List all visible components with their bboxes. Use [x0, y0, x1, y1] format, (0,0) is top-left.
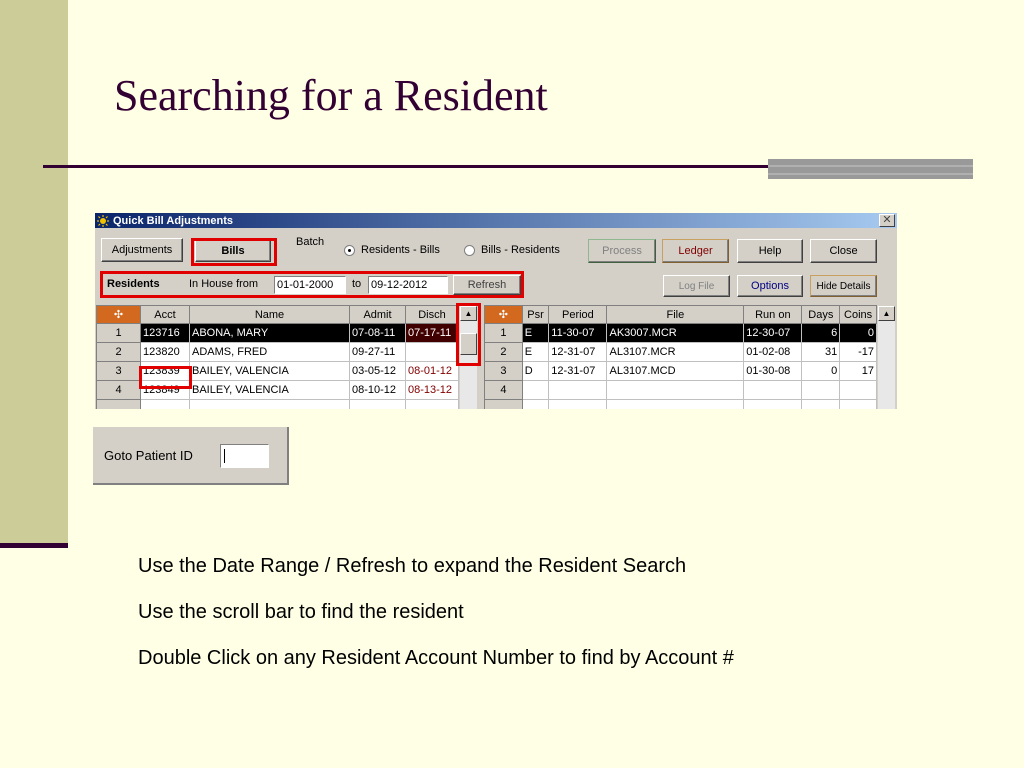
slide-left-accent-bar [0, 0, 68, 547]
disch-cell[interactable]: 07-17-11 [406, 324, 459, 343]
psr-cell[interactable]: E [522, 324, 549, 343]
col-header-acct[interactable]: Acct [141, 306, 190, 324]
row-number[interactable]: 4 [97, 381, 141, 400]
help-button[interactable]: Help [737, 239, 803, 263]
disch-cell[interactable] [406, 343, 459, 362]
period-cell[interactable]: 11-30-07 [549, 324, 607, 343]
table-row[interactable] [485, 324, 877, 343]
period-cell[interactable] [549, 381, 607, 400]
residents-scrollbar[interactable] [460, 306, 477, 409]
close-button[interactable]: Close [810, 239, 877, 263]
slide-bullets [138, 555, 734, 693]
to-date-field[interactable]: 09-12-2012 [368, 276, 448, 294]
acct-cell[interactable]: 123820 [141, 343, 190, 362]
run-on-cell[interactable] [744, 381, 802, 400]
file-cell[interactable]: AL3107.MCR [607, 343, 744, 362]
residents-grid [96, 305, 459, 409]
coins-cell[interactable] [840, 381, 877, 400]
scroll-up-arrow-icon[interactable]: ▲ [460, 306, 477, 321]
text-cursor-icon [224, 449, 225, 463]
psr-cell[interactable]: D [522, 362, 549, 381]
table-row[interactable] [97, 324, 459, 343]
log-file-button[interactable]: Log File [663, 275, 730, 297]
row-number[interactable]: 4 [485, 381, 523, 400]
ledger-button[interactable]: Ledger [662, 239, 729, 263]
bills-scrollbar[interactable] [878, 306, 895, 409]
days-cell[interactable]: 6 [802, 324, 840, 343]
name-cell[interactable]: ADAMS, FRED [190, 343, 350, 362]
col-header-period[interactable]: Period [549, 306, 607, 324]
col-header-run-on[interactable]: Run on [744, 306, 802, 324]
radio-residents-bills[interactable] [344, 244, 440, 256]
goto-patient-id-label: Goto Patient ID [104, 448, 193, 463]
residents-label: Residents [107, 278, 160, 290]
goto-patient-id-input[interactable] [220, 444, 269, 468]
admit-cell[interactable]: 09-27-11 [350, 343, 406, 362]
name-cell[interactable]: BAILEY, VALENCIA [190, 381, 350, 400]
name-cell[interactable]: ABONA, MARY [190, 324, 350, 343]
table-row[interactable] [97, 381, 459, 400]
psr-cell[interactable] [522, 381, 549, 400]
coins-cell[interactable]: 0 [840, 324, 877, 343]
days-cell[interactable]: 0 [802, 362, 840, 381]
batch-label: Batch [296, 236, 325, 248]
name-cell[interactable]: BAILEY, VALENCIA [190, 362, 350, 381]
from-date-field[interactable]: 01-01-2000 [274, 276, 346, 294]
coins-cell[interactable]: 17 [840, 362, 877, 381]
row-number[interactable]: 1 [97, 324, 141, 343]
bills-button[interactable]: Bills [195, 240, 271, 262]
table-row[interactable] [485, 343, 877, 362]
file-cell[interactable]: AK3007.MCR [607, 324, 744, 343]
file-cell[interactable] [607, 381, 744, 400]
slide-title: Searching for a Resident [114, 71, 548, 120]
table-row[interactable] [97, 343, 459, 362]
col-header-admit[interactable]: Admit [350, 306, 406, 324]
to-label: to [352, 278, 362, 290]
process-button[interactable]: Process [588, 239, 656, 263]
col-header-coins[interactable]: Coins [840, 306, 877, 324]
run-on-cell[interactable]: 12-30-07 [744, 324, 802, 343]
days-cell[interactable]: 31 [802, 343, 840, 362]
radio-unselected-icon [464, 245, 475, 256]
goto-patient-panel [93, 427, 289, 485]
radio-bills-residents[interactable] [464, 244, 560, 256]
row-number[interactable]: 1 [485, 324, 523, 343]
table-row[interactable] [97, 362, 459, 381]
row-number[interactable] [485, 400, 523, 410]
adjustments-button[interactable]: Adjustments [101, 238, 183, 262]
quick-bill-adjustments-window [95, 213, 897, 409]
table-row[interactable] [485, 381, 877, 400]
in-house-from-label: In House from [189, 278, 259, 290]
table-row[interactable] [97, 400, 459, 410]
acct-cell[interactable]: 123839 [141, 362, 190, 381]
table-row[interactable] [485, 362, 877, 381]
admit-cell[interactable]: 07-08-11 [350, 324, 406, 343]
radio-bills-residents-label: Bills - Residents [481, 244, 560, 256]
title-rule-accent [768, 159, 973, 179]
col-header-name[interactable]: Name [190, 306, 350, 324]
options-button[interactable]: Options [737, 275, 803, 297]
scroll-up-arrow-icon[interactable]: ▲ [878, 306, 895, 321]
run-on-cell[interactable]: 01-30-08 [744, 362, 802, 381]
disch-cell[interactable]: 08-01-12 [406, 362, 459, 381]
admit-cell[interactable]: 03-05-12 [350, 362, 406, 381]
refresh-button[interactable]: Refresh [453, 275, 521, 295]
slide-left-accent-line [0, 543, 68, 548]
file-cell[interactable]: AL3107.MCD [607, 362, 744, 381]
hide-details-button[interactable]: Hide Details [810, 275, 877, 297]
col-header-file[interactable]: File [607, 306, 744, 324]
residents-grid-corner-icon[interactable]: ✣ [97, 306, 141, 324]
bills-grid-corner-icon[interactable]: ✣ [485, 306, 523, 324]
acct-cell[interactable]: 123849 [141, 381, 190, 400]
admit-cell[interactable]: 08-10-12 [350, 381, 406, 400]
days-cell[interactable] [802, 381, 840, 400]
acct-cell[interactable]: 123716 [141, 324, 190, 343]
psr-cell[interactable]: E [522, 343, 549, 362]
col-header-days[interactable]: Days [802, 306, 840, 324]
window-title: Quick Bill Adjustments [113, 214, 234, 227]
run-on-cell[interactable]: 01-02-08 [744, 343, 802, 362]
period-cell[interactable]: 12-31-07 [549, 362, 607, 381]
window-close-icon[interactable]: ✕ [879, 214, 895, 227]
window-titlebar [95, 213, 897, 228]
col-header-disch[interactable]: Disch [406, 306, 459, 324]
coins-cell[interactable]: -17 [840, 343, 877, 362]
table-row[interactable] [485, 400, 877, 410]
row-number[interactable]: 2 [485, 343, 523, 362]
radio-residents-bills-label: Residents - Bills [361, 244, 440, 256]
bills-grid [484, 305, 877, 409]
row-number[interactable] [97, 400, 141, 410]
disch-cell[interactable]: 08-13-12 [406, 381, 459, 400]
scrollbar-thumb[interactable] [460, 333, 477, 355]
bullet-text: Use the scroll bar to find the resident [138, 601, 464, 623]
row-number[interactable]: 3 [97, 362, 141, 381]
bullet-text: Use the Date Range / Refresh to expand the Resident Search [138, 555, 687, 577]
app-sun-icon [97, 215, 109, 227]
bullet-text: Double Click on any Resident Account Number to find by Account # [138, 647, 734, 669]
row-number[interactable]: 2 [97, 343, 141, 362]
col-header-psr[interactable]: Psr [522, 306, 549, 324]
row-number[interactable]: 3 [485, 362, 523, 381]
period-cell[interactable]: 12-31-07 [549, 343, 607, 362]
radio-selected-icon [344, 245, 355, 256]
